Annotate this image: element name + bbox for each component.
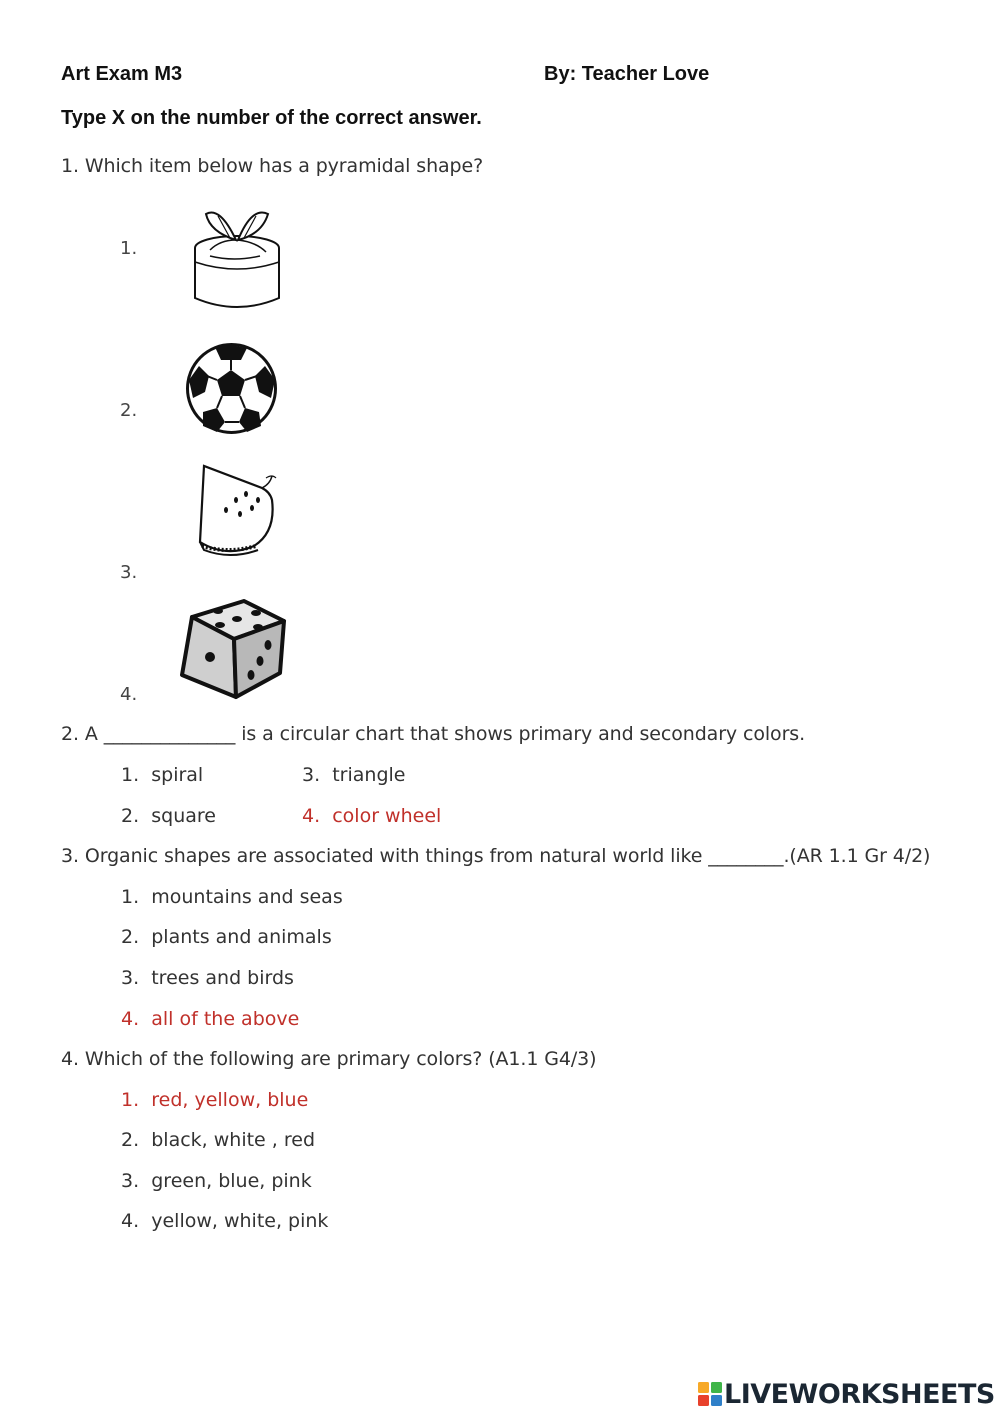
page-title: Art Exam M3 bbox=[61, 63, 183, 85]
option-text: yellow, white, pink bbox=[151, 1210, 329, 1232]
option-text: green, blue, pink bbox=[151, 1170, 312, 1192]
option-number: 3. bbox=[121, 1170, 140, 1192]
option-text: color wheel bbox=[332, 805, 442, 827]
question-1: 1. Which item below has a pyramidal shape? bbox=[61, 155, 484, 177]
dice-icon bbox=[178, 597, 288, 701]
option-text: spiral bbox=[151, 764, 204, 786]
liveworksheets-logo[interactable] bbox=[698, 1376, 995, 1412]
q3-option-3[interactable] bbox=[121, 967, 294, 989]
author-label: By: Teacher Love bbox=[544, 63, 710, 85]
option-text: square bbox=[151, 805, 216, 827]
q3-option-1[interactable] bbox=[121, 886, 343, 908]
question-2: 2. A ______________ is a circular chart that shows primary and secondary colors. bbox=[61, 723, 806, 745]
liveworksheets-logo-icon bbox=[698, 1382, 722, 1406]
question-4: 4. Which of the following are primary colors? (A1.1 G4/3) bbox=[61, 1048, 597, 1070]
watermelon-slice-icon bbox=[196, 462, 276, 556]
q1-option-1-number[interactable]: 1. bbox=[120, 238, 138, 259]
gift-box-icon bbox=[190, 204, 285, 312]
q1-option-2-number[interactable]: 2. bbox=[120, 400, 138, 421]
option-number: 2. bbox=[121, 926, 140, 948]
q2-option-2[interactable] bbox=[121, 805, 216, 827]
instruction: Type X on the number of the correct answer. bbox=[61, 107, 482, 129]
q2-option-3[interactable] bbox=[302, 764, 406, 786]
option-text: all of the above bbox=[151, 1008, 300, 1030]
option-number: 4. bbox=[121, 1008, 140, 1030]
option-number: 1. bbox=[121, 886, 140, 908]
q3-option-4[interactable] bbox=[121, 1008, 299, 1030]
option-number: 3. bbox=[121, 967, 140, 989]
q4-option-3[interactable] bbox=[121, 1170, 312, 1192]
q1-option-4-number[interactable]: 4. bbox=[120, 684, 138, 705]
option-number: 2. bbox=[121, 805, 140, 827]
question-3: 3. Organic shapes are associated with things from natural world like ________.(AR 1.1 Gr 4/2) bbox=[61, 845, 931, 867]
option-text: plants and animals bbox=[151, 926, 332, 948]
q4-option-2[interactable] bbox=[121, 1129, 315, 1151]
q1-option-3-number[interactable]: 3. bbox=[120, 562, 138, 583]
option-number: 2. bbox=[121, 1129, 140, 1151]
option-text: trees and birds bbox=[151, 967, 294, 989]
q2-option-1[interactable] bbox=[121, 764, 203, 786]
option-text: red, yellow, blue bbox=[151, 1089, 309, 1111]
liveworksheets-logo-text: LIVEWORKSHEETS bbox=[724, 1378, 995, 1410]
option-text: black, white , red bbox=[151, 1129, 316, 1151]
q4-option-1[interactable] bbox=[121, 1089, 308, 1111]
option-number: 4. bbox=[302, 805, 321, 827]
soccer-ball-icon bbox=[185, 342, 278, 435]
option-text: mountains and seas bbox=[151, 886, 343, 908]
option-number: 1. bbox=[121, 1089, 140, 1111]
q4-option-4[interactable] bbox=[121, 1210, 328, 1232]
option-number: 3. bbox=[302, 764, 321, 786]
q3-option-2[interactable] bbox=[121, 926, 332, 948]
option-number: 4. bbox=[121, 1210, 140, 1232]
option-number: 1. bbox=[121, 764, 140, 786]
q2-option-4[interactable] bbox=[302, 805, 441, 827]
option-text: triangle bbox=[332, 764, 406, 786]
